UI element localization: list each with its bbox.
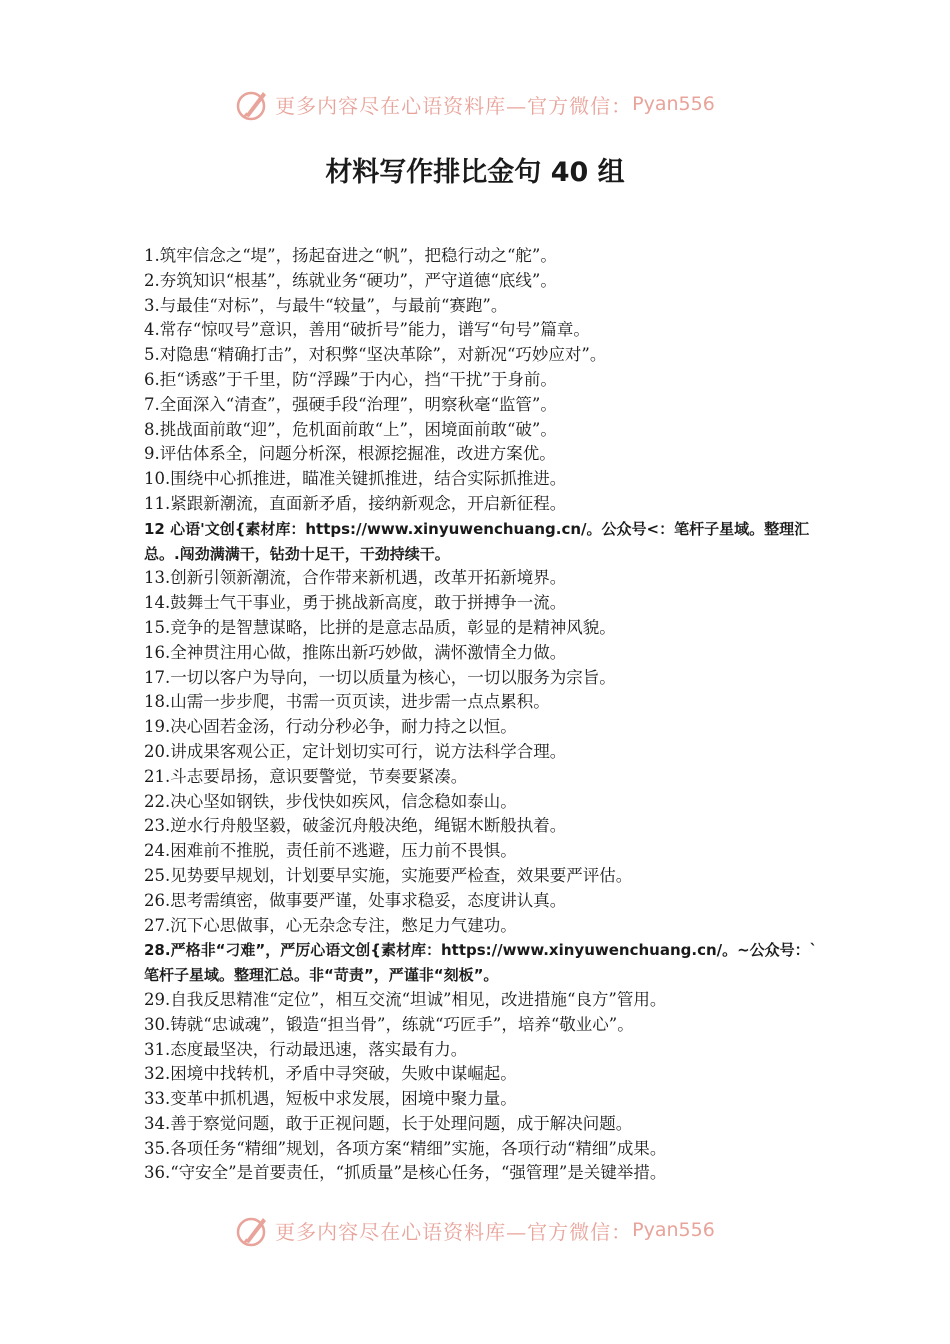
sentence-item: 20.讲成果客观公正，定计划切实可行，说方法科学合理。 [144, 741, 567, 761]
sentence-item: 8.挑战面前敢“迎”，危机面前敢“上”，困境面前敢“破”。 [144, 419, 557, 439]
sentence-item: 15.竞争的是智慧谋略，比拼的是意志品质，彰显的是精神风貌。 [144, 617, 616, 637]
sentence-item: 5.对隐患“精确打击”，对积弊“坚决革除”，对新况“巧妙应对”。 [144, 345, 607, 365]
sentence-item: 34.善于察觉问题，敢于正视问题，长于处理问题，成于解决问题。 [144, 1113, 633, 1133]
sentence-item: 3.与最佳“对标”，与最牛“较量”，与最前“赛跑”。 [144, 295, 508, 315]
sentence-item: 28.严格非“刁难”，严厉心语文创{素材库：https://www.xinyuwenchuang.cn/。~公众号：`笔杆子星域。整理汇总。非“苛责”，严谨非“刻板”。 [144, 941, 818, 985]
sentence-item: 22.决心坚如钢铁，步伐快如疾风，信念稳如泰山。 [144, 791, 517, 811]
sentence-item: 9.评估体系全，问题分析深，根源挖掘准，改进方案优。 [144, 444, 556, 464]
watermark-footer [0, 1210, 950, 1250]
watermark-wechat-id: Pyan556 [632, 93, 715, 115]
sentence-item: 6.拒“诱惑”于千里，防“浮躁”于内心，挡“干扰”于身前。 [144, 369, 557, 389]
sentence-item: 33.变革中抓机遇，短板中求发展，困境中聚力量。 [144, 1089, 517, 1109]
sentence-item: 12 心语'文创{素材库：https://www.xinyuwenchuang.cn/。公众号<：笔杆子星域。整理汇总。.闯劲满满干，钻劲十足干，干劲持续干。 [144, 519, 810, 563]
sentence-item: 31.态度最坚决，行动最迅速，落实最有力。 [144, 1039, 468, 1059]
watermark-header [0, 84, 950, 124]
sentence-item: 19.决心固若金汤，行动分秒必争，耐力持之以恒。 [144, 717, 517, 737]
sentence-item: 30.铸就“忠诚魂”，锻造“担当骨”，练就“巧匠手”，培养“敬业心”。 [144, 1014, 634, 1034]
quill-logo-icon [235, 86, 271, 122]
sentence-item: 25.见势要早规划，计划要早实施，实施要严检查，效果要严评估。 [144, 865, 633, 885]
sentence-item: 17.一切以客户为导向，一切以质量为核心，一切以服务为宗旨。 [144, 667, 616, 687]
sentence-list [144, 244, 864, 1186]
sentence-item: 32.困境中找转机，矛盾中寻突破，失败中谋崛起。 [144, 1064, 517, 1084]
watermark-text: 更多内容尽在心语资料库—官方微信： [275, 93, 633, 118]
sentence-item: 1.筑牢信念之“堤”，扬起奋进之“帆”，把稳行动之“舵”。 [144, 246, 557, 265]
sentence-item: 4.常存“惊叹号”意识，善用“破折号”能力，谱写“句号”篇章。 [144, 320, 590, 340]
watermark-wechat-id: Pyan556 [632, 1219, 715, 1241]
sentence-item: 24.困难前不推脱，责任前不逃避，压力前不畏惧。 [144, 841, 517, 861]
quill-logo-icon [235, 1212, 271, 1248]
sentence-item: 14.鼓舞士气干事业，勇于挑战新高度，敢于拼搏争一流。 [144, 593, 567, 613]
document-title: 材料写作排比金句 40 组 [325, 157, 625, 188]
sentence-item: 7.全面深入“清查”，强硬手段“治理”，明察秋毫“监管”。 [144, 394, 557, 414]
sentence-item: 23.逆水行舟般坚毅，破釜沉舟般决绝，绳锯木断般执着。 [144, 816, 567, 836]
sentence-item: 27.沉下心思做事，心无杂念专注，憋足力气建功。 [144, 915, 517, 935]
watermark-text: 更多内容尽在心语资料库—官方微信： [275, 1219, 633, 1244]
sentence-item: 29.自我反思精准“定位”，相互交流“坦诚”相见，改进措施“良方”管用。 [144, 989, 667, 1009]
sentence-item: 21.斗志要昂扬，意识要警觉，节奏要紧凑。 [144, 766, 468, 786]
sentence-item: 2.夯筑知识“根基”，练就业务“硬功”，严守道德“底线”。 [144, 270, 557, 290]
sentence-item: 11.紧跟新潮流，直面新矛盾，接纳新观念，开启新征程。 [144, 493, 567, 513]
sentence-item: 26.思考需缜密，做事要严谨，处事求稳妥，态度讲认真。 [144, 890, 567, 910]
sentence-item: 16.全神贯注用心做，推陈出新巧妙做，满怀激情全力做。 [144, 642, 567, 662]
sentence-item: 36.“守安全”是首要责任，“抓质量”是核心任务，“强管理”是关键举措。 [144, 1163, 667, 1183]
sentence-item: 13.创新引领新潮流，合作带来新机遇，改革开拓新境界。 [144, 568, 567, 588]
sentence-item: 10.围绕中心抓推进，瞄准关键抓推进，结合实际抓推进。 [144, 469, 567, 489]
sentence-item: 35.各项任务“精细”规划，各项方案“精细”实施，各项行动“精细”成果。 [144, 1138, 667, 1158]
sentence-item: 18.山需一步步爬，书需一页页读，进步需一点点累积。 [144, 692, 550, 712]
